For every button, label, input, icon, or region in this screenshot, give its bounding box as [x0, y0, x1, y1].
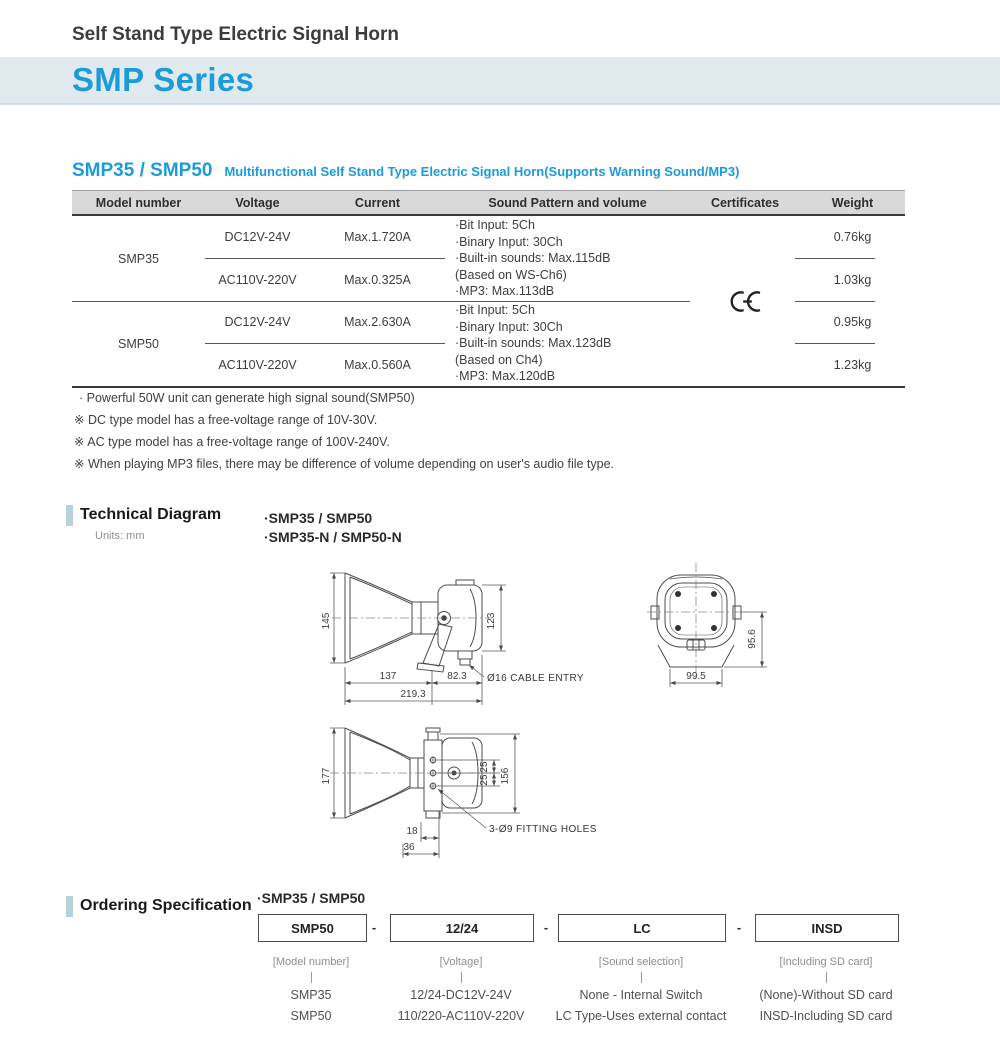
doc-subtitle: Self Stand Type Electric Signal Horn — [72, 24, 399, 45]
group-divider — [72, 301, 690, 302]
sound-line: ·Built-in sounds: Max.115dB — [455, 251, 611, 266]
weight-divider — [795, 258, 875, 259]
side-view-diagram — [320, 563, 610, 713]
sound-pattern-smp35 — [445, 216, 690, 301]
weight-divider — [795, 301, 875, 302]
col-header-sound: Sound Pattern and volume — [488, 195, 647, 210]
sound-pattern-smp50 — [445, 301, 690, 386]
current-cell: Max.2.630A — [344, 315, 411, 329]
sound-line: (Based on WS-Ch6) — [455, 267, 567, 282]
tech-model-item: ·SMP35 / SMP50 — [264, 510, 373, 526]
ordering-code-voltage: 12/24 — [390, 914, 534, 942]
rear-view-diagram — [625, 557, 795, 707]
sound-line: ·Binary Input: 30Ch — [455, 234, 563, 249]
col-header-voltage: Voltage — [235, 195, 280, 210]
horn-side-outline — [345, 573, 482, 672]
dimension-lines — [330, 573, 506, 705]
spec-description: Multifunctional Self Stand Type Electric Signal Horn(Supports Warning Sound/MP3) — [224, 164, 740, 179]
option-item: INSD-Including SD card — [759, 1009, 893, 1023]
spec-heading — [72, 160, 932, 182]
mount-view-diagram — [320, 716, 610, 874]
dim-base-width: 99.5 — [686, 671, 706, 682]
ordering-code-sdcard: INSD — [755, 914, 899, 942]
dim-hole-pitch-a: 25 — [479, 761, 490, 773]
certificate-cell — [690, 216, 800, 386]
dim-rear-height: 95.6 — [747, 629, 758, 649]
spec-table — [72, 190, 905, 388]
current-cell: Max.0.560A — [344, 357, 411, 372]
model-cell-smp35: SMP35 — [118, 251, 159, 266]
option-item: (None)-Without SD card — [759, 988, 893, 1002]
current-cell: Max.0.325A — [344, 272, 411, 287]
option-item: LC Type-Uses external contact — [555, 1009, 727, 1023]
code-separator: - — [371, 919, 377, 935]
ce-mark-icon — [725, 289, 765, 314]
ordering-code-sound: LC — [558, 914, 726, 942]
dim-len-total: 219.3 — [400, 689, 426, 700]
sound-line: (Based on Ch4) — [455, 352, 543, 367]
voltage-cell: DC12V-24V — [224, 230, 291, 244]
sound-line: ·Bit Input: 5Ch — [455, 218, 535, 233]
series-title: SMP Series — [72, 61, 255, 98]
note-item: · Powerful 50W unit can generate high signal sound(SMP50) — [79, 391, 415, 405]
sound-line: ·Binary Input: 30Ch — [455, 319, 563, 334]
technical-diagram-title: Technical Diagram — [80, 506, 222, 523]
dim-height-body: 123 — [486, 612, 497, 630]
section-accent-bar — [66, 896, 73, 917]
option-item: SMP50 — [290, 1009, 332, 1023]
series-band — [0, 57, 1000, 105]
note-item: ※ When playing MP3 files, there may be difference of volume depending on user's audio file type. — [74, 457, 615, 471]
dimension-lines — [330, 728, 520, 858]
voltage-cell: DC12V-24V — [224, 315, 291, 329]
col-header-certificates: Certificates — [710, 195, 780, 210]
connector-tick — [826, 972, 827, 983]
section-accent-bar — [66, 505, 73, 526]
fitting-holes-label: 3-Ø9 FITTING HOLES — [489, 824, 597, 835]
row-divider — [205, 258, 445, 259]
current-cell: Max.1.720A — [344, 230, 411, 244]
connector-tick — [641, 972, 642, 983]
ordering-label-model: [Model number] — [272, 956, 350, 968]
ordering-options-sdcard — [716, 985, 936, 1027]
connector-tick — [461, 972, 462, 983]
table-body — [72, 216, 905, 388]
dim-mount-height-body: 156 — [500, 767, 511, 785]
sound-line: ·Bit Input: 5Ch — [455, 303, 535, 318]
cable-entry-label: Ø16 CABLE ENTRY — [487, 673, 584, 684]
code-separator: - — [736, 919, 742, 935]
voltage-cell: AC110V-220V — [218, 357, 297, 372]
col-header-current: Current — [354, 195, 401, 210]
tech-model-item: ·SMP35-N / SMP50-N — [264, 529, 402, 545]
sound-line: ·Built-in sounds: Max.123dB — [455, 336, 612, 351]
tech-model-list — [264, 509, 402, 547]
note-item: ※ AC type model has a free-voltage range of 100V-240V. — [74, 435, 390, 449]
ordering-label-sdcard: [Including SD card] — [779, 956, 873, 968]
weight-cell: 1.03kg — [833, 272, 872, 287]
table-header-row — [72, 190, 905, 216]
col-header-weight: Weight — [831, 195, 874, 210]
row-divider — [205, 343, 445, 344]
ordering-models-title: ·SMP35 / SMP50 — [257, 890, 366, 906]
code-separator: - — [543, 919, 549, 935]
option-item: 12/24-DC12V-24V — [410, 988, 512, 1002]
voltage-cell: AC110V-220V — [218, 272, 297, 287]
weight-divider — [795, 343, 875, 344]
dim-foot-a: 18 — [406, 826, 418, 837]
sound-line: ·MP3: Max.120dB — [455, 369, 556, 384]
option-item: SMP35 — [290, 988, 332, 1002]
dim-mount-height-total: 177 — [321, 767, 332, 785]
ordering-title: Ordering Specification — [80, 897, 252, 914]
connector-tick — [311, 972, 312, 983]
weight-cell: 1.23kg — [833, 357, 872, 372]
dim-len-front: 137 — [379, 671, 397, 682]
option-item: 110/220-AC110V-220V — [397, 1009, 525, 1023]
units-label: Units: mm — [95, 530, 145, 542]
weight-cell: 0.76kg — [833, 230, 872, 244]
ordering-code-model: SMP50 — [258, 914, 367, 942]
notes-list — [74, 391, 614, 479]
option-item: None - Internal Switch — [579, 988, 703, 1002]
dim-hole-pitch-b: 25 — [479, 774, 490, 786]
note-item: ※ DC type model has a free-voltage range of 10V-30V. — [74, 413, 378, 427]
weight-cell: 0.95kg — [833, 315, 872, 329]
sound-line: ·MP3: Max.113dB — [455, 284, 555, 299]
model-cell-smp50: SMP50 — [118, 336, 159, 351]
spec-models-title: SMP35 / SMP50 — [72, 160, 213, 181]
col-header-model: Model number — [95, 195, 182, 210]
dim-foot-b: 36 — [403, 842, 415, 853]
ordering-label-sound: [Sound selection] — [598, 956, 684, 968]
dim-height-total: 145 — [321, 612, 332, 630]
ordering-label-voltage: [Voltage] — [439, 956, 483, 968]
dim-len-rear: 82.3 — [447, 671, 467, 682]
